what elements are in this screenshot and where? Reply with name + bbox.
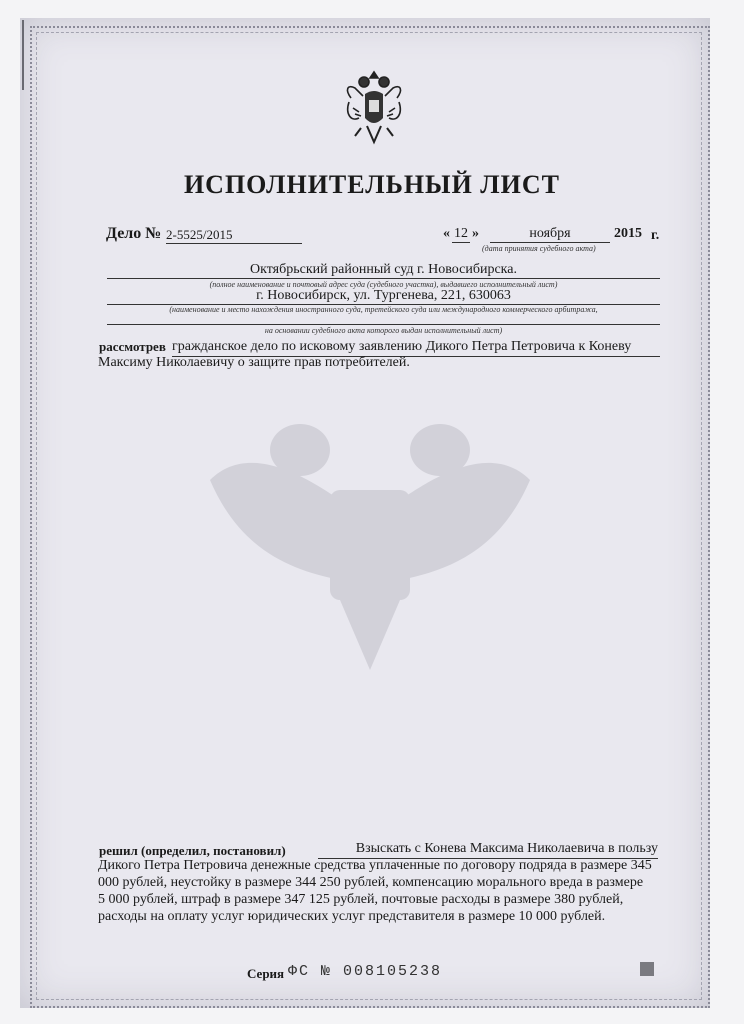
- court-address: г. Новосибирск, ул. Тургенева, 221, 630063: [107, 288, 660, 305]
- court-name: Октябрьский районный суд г. Новосибирска.: [107, 262, 660, 279]
- year-suffix: г.: [651, 228, 660, 243]
- decision-line3: 000 рублей, неустойку в размере 344 250 рублей, компенсацию морального вреда в размере: [98, 875, 644, 890]
- date-caption: (дата принятия судебного акта): [482, 244, 596, 253]
- decision-line5: расходы на оплату услуг юридических услуг представителя в размере 10 000 рублей.: [98, 909, 606, 924]
- binding-thread: [22, 20, 46, 90]
- foreign-court-caption: (наименование и место нахождения иностранного суда, третейского суда или международного коммерческого арбитража,: [169, 305, 598, 314]
- date-year: 2015: [614, 226, 642, 241]
- decision-line1: Взыскать с Конева Максима Николаевича в пользу: [318, 840, 658, 859]
- date-day: 12: [454, 226, 468, 241]
- blank-line: [107, 314, 660, 325]
- date-month: ноября: [490, 226, 610, 243]
- considered-text-line1: гражданское дело по исковому заявлению Дикого Петра Петровича к Коневу: [172, 338, 660, 357]
- considered-text-line2: Максиму Николаевичу о защите прав потребителей.: [98, 355, 410, 370]
- case-label: Дело №: [106, 225, 162, 242]
- basis-caption: на основании судебного акта которого выдан исполнительный лист): [264, 326, 503, 335]
- decided-label: решил (определил, постановил): [99, 843, 286, 858]
- series-label: Серия: [247, 966, 285, 981]
- document-title: ИСПОЛНИТЕЛЬНЫЙ ЛИСТ: [183, 170, 561, 199]
- considered-label: рассмотрев: [99, 339, 166, 354]
- decision-line4: 5 000 рублей, штраф в размере 347 125 рублей, почтовые расходы в размере 380 рублей,: [98, 892, 624, 907]
- coat-of-arms-watermark-icon: [190, 400, 550, 680]
- court-caption: (полное наименование и почтовый адрес суда (судебного участка), выдавшего исполнительный лист): [209, 280, 558, 289]
- date-open-quote: «: [443, 226, 450, 241]
- case-number: 2-5525/2015: [166, 227, 302, 244]
- series-number: ФС № 008105238: [288, 963, 443, 980]
- corner-marker: [640, 962, 654, 976]
- coat-of-arms-icon: [343, 68, 405, 150]
- date-close-quote: »: [472, 226, 479, 241]
- decision-line2: Дикого Петра Петровича денежные средства уплаченные по договору подряда в размере 345: [98, 858, 652, 873]
